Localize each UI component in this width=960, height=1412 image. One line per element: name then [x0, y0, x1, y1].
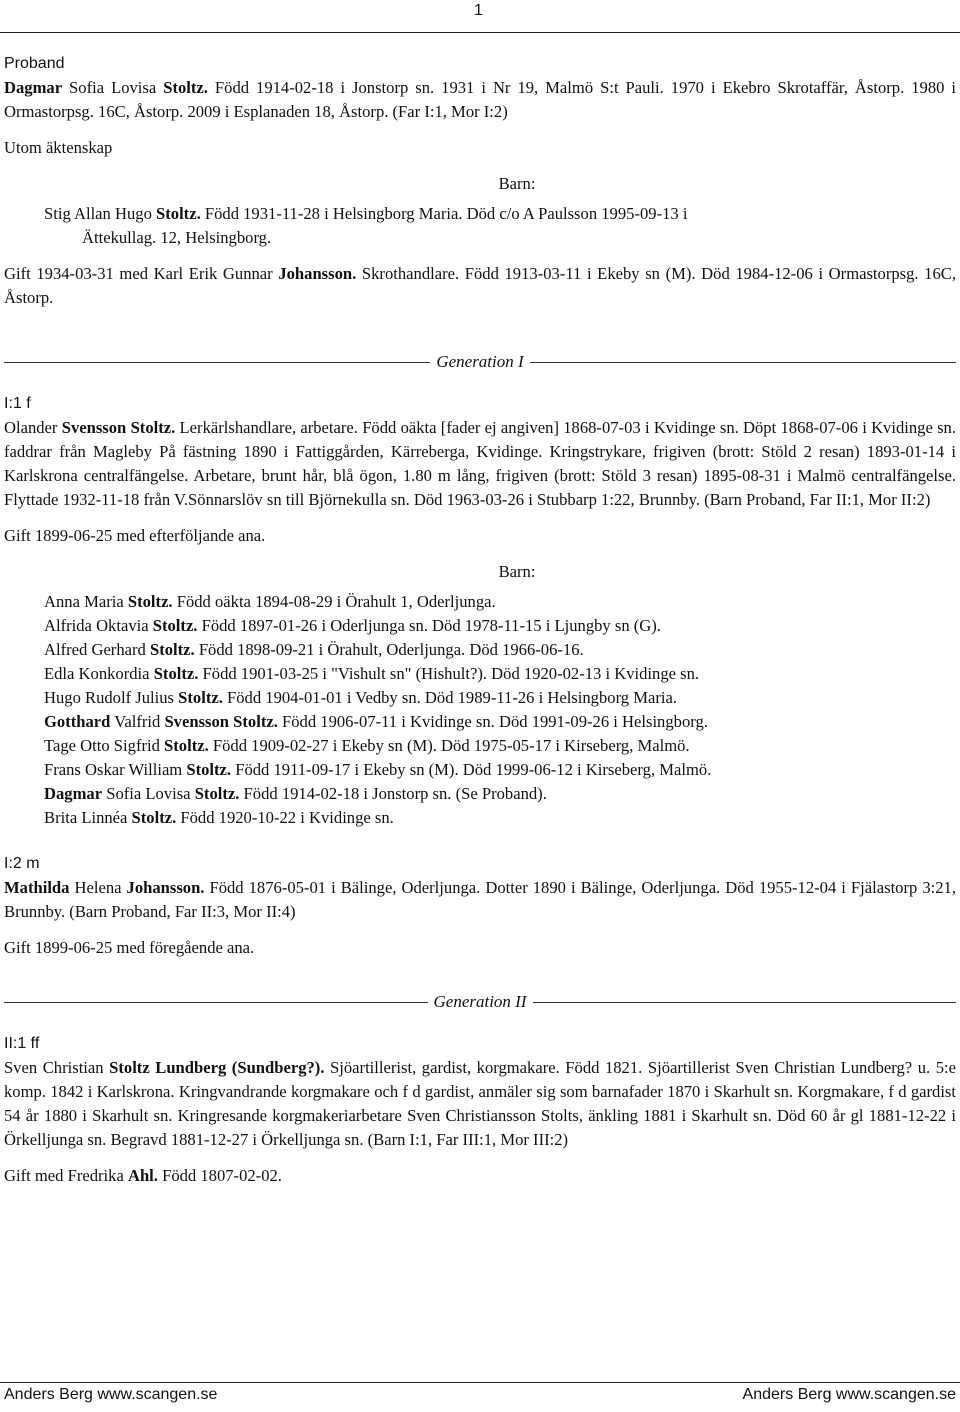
person-i1-marriage: Gift 1899-06-25 med efterföljande ana. [4, 526, 266, 545]
proband-label: Proband [4, 55, 65, 72]
person-i2-label: I:2 m [4, 855, 40, 872]
child-given: Alfred Gerhard [44, 640, 150, 659]
child-text: Född oäkta 1894-08-29 i Örahult 1, Oderljunga. [172, 592, 496, 611]
child-text: Född 1920-10-22 i Kvidinge sn. [176, 808, 394, 827]
person-i2-given-bold: Mathilda [4, 878, 70, 897]
child-given: Brita Linnéa [44, 808, 132, 827]
child-surname: Stoltz. [127, 592, 173, 611]
person-i2-entry [4, 876, 956, 924]
person-ii1-marriage [4, 1164, 956, 1188]
proband-child-surname: Stoltz. [156, 204, 201, 223]
person-i2-text: Född 1876-05-01 i Bälinge, Oderljunga. Dotter 1890 i Bälinge, Oderljunga. Död 1955-12-04 i Fjälastorp 3:21, Brunnby. (Barn Proband, Far II:3, Mor II:4) [4, 878, 956, 921]
list-item [44, 662, 956, 686]
child-given: Sofia Lovisa [102, 784, 195, 803]
child-text: Född 1906-07-11 i Kvidinge sn. Död 1991-09-26 i Helsingborg. [277, 712, 708, 731]
list-item [44, 686, 956, 710]
list-item [44, 638, 956, 662]
person-ii1-text: Sjöartillerist, gardist, korgmakare. Född 1821. Sjöartillerist Sven Christian Lundberg? u. 5:e komp. 1842 i Karlskrona. Kringvandrande korgmakare och f d gardist, anmäler sig som barnafader 1870 i Skarhult sn. Korgmakare, f d gardist 54 år 1880 i Skarhult sn. Kringresande korgmakeriarbetare Sven Christiansson Stolts, änkling 1881 i Skarhult sn. Död 60 år gl 1881-12-22 i Örkelljunga sn. Begravd 1881-12-27 i Örkelljunga sn. (Barn I:1, Far III:1, Mor III:2) [4, 1058, 956, 1149]
proband-marriage-pre: Gift 1934-03-31 med Karl Erik Gunnar [4, 264, 279, 283]
child-surname: Stoltz. [233, 712, 278, 731]
divider-line-right [530, 362, 956, 363]
proband-child-text1: Född 1931-11-28 i Helsingborg Maria. Död c/o A Paulsson 1995-09-13 i [200, 204, 688, 223]
proband-child-line1 [44, 202, 956, 226]
proband-given-bold: Dagmar [4, 78, 63, 97]
child-surname: Stoltz. [164, 736, 209, 755]
person-i1-surname2: Stoltz. [130, 418, 176, 437]
divider-line-left [4, 362, 430, 363]
list-item [44, 590, 956, 614]
marriage-surname: Ahl. [127, 1166, 158, 1185]
child-surname: Stoltz. [194, 784, 240, 803]
child-text: Född 1914-02-18 i Jonstorp sn. (Se Proband). [239, 784, 547, 803]
proband-given-rest: Sofia Lovisa [62, 78, 164, 97]
generation-2-title: Generation II [433, 992, 527, 1011]
person-i2-surname: Johansson. [126, 878, 205, 897]
person-i1-entry [4, 416, 956, 512]
child-surname: Stoltz. [178, 688, 223, 707]
list-item [44, 806, 956, 830]
child-surname: Svensson [164, 712, 230, 731]
page-number: 1 [474, 2, 483, 19]
marriage-pre: Gift med Fredrika [4, 1166, 128, 1185]
list-item [44, 710, 956, 734]
person-i1-text: Lerkärlshandlare, arbetare. Född oäkta [fader ej angiven] 1868-07-03 i Kvidinge sn. Döpt 1868-07-06 i Kvidinge sn. faddrar från Magleby På fästning 1890 i Fattiggården, Kärreberga, Kvidinge. Kringstrykare, frigiven (brott: Stöld 2 resan) 1893-01-14 i Karlskrona centralfängelse. Arbetare, brunt hår, blå ögon, 1.80 m lång, frigiven (brott: Stöld 3 resan) 1895-08-31 i Malmö centralfängelse. Flyttade 1932-11-18 från V.Sönnarslöv sn till Björnekulla sn. Död 1963-03-26 i Stubbarp 1:22, Brunnby. (Barn Proband, Far II:1, Mor II:2) [4, 418, 957, 509]
child-surname: Stoltz. [152, 616, 198, 635]
child-text: Född 1898-09-21 i Örahult, Oderljunga. Död 1966-06-16. [194, 640, 584, 659]
list-item [44, 614, 956, 638]
child-text: Född 1901-03-25 i "Vishult sn" (Hishult?). Död 1920-02-13 i Kvidinge sn. [198, 664, 700, 683]
proband-text: Född 1914-02-18 i Jonstorp sn. 1931 i Nr 19, Malmö S:t Pauli. 1970 i Ekebro Skrotaffär, Åstorp. 1980 i Ormastorpsg. 16C, Åstorp. 2009 i Esplanaden 18, Åstorp. (Far I:1, Mor I:2) [4, 78, 957, 121]
gen1-children-list [4, 590, 956, 830]
child-given: Valfrid [110, 712, 165, 731]
proband-surname: Stoltz. [163, 78, 208, 97]
proband-entry [4, 76, 956, 124]
footer-rule [0, 1382, 960, 1383]
child-given: Anna Maria [44, 592, 128, 611]
proband-children-heading: Barn: [498, 174, 536, 193]
proband-marriage-surname: Johansson. [278, 264, 357, 283]
child-given-bold: Gotthard [44, 712, 111, 731]
proband-marriage [4, 262, 956, 310]
marriage-post: Född 1807-02-02. [157, 1166, 282, 1185]
outside-marriage: Utom äktenskap [4, 138, 113, 157]
child-text: Född 1911-09-17 i Ekeby sn (M). Död 1999-06-12 i Kirseberg, Malmö. [231, 760, 712, 779]
child-surname: Stoltz. [186, 760, 232, 779]
proband-child-line2: Ättekullag. 12, Helsingborg. [82, 228, 272, 247]
child-given: Tage Otto Sigfrid [44, 736, 165, 755]
proband-marriage-post: Skrothandlare. Född 1913-03-11 i Ekeby sn (M). Död 1984-12-06 i Ormastorpsg. 16C, Åstorp. [4, 264, 956, 307]
child-text: Född 1897-01-26 i Oderljunga sn. Död 1978-11-15 i Ljungby sn (G). [197, 616, 661, 635]
child-given: Alfrida Oktavia [44, 616, 153, 635]
list-item [44, 734, 956, 758]
person-i1-surname1: Svensson [61, 418, 127, 437]
person-i2-marriage: Gift 1899-06-25 med föregående ana. [4, 938, 255, 957]
person-i1-given: Olander [4, 418, 62, 437]
list-item [44, 782, 956, 806]
footer-left: Anders Berg www.scangen.se [4, 1386, 218, 1403]
divider-line-right [533, 1002, 957, 1003]
document-body [4, 52, 956, 1188]
person-ii1-surname: Stoltz Lundberg (Sundberg?). [109, 1058, 325, 1077]
person-i1-label: I:1 f [4, 395, 31, 412]
child-given: Hugo Rudolf Julius [44, 688, 179, 707]
generation-1-title: Generation I [436, 352, 524, 371]
proband-child-given: Stig Allan Hugo [44, 204, 157, 223]
divider-line-left [4, 1002, 428, 1003]
child-surname: Stoltz. [131, 808, 177, 827]
footer-right: Anders Berg www.scangen.se [742, 1386, 956, 1403]
generation-2-divider [4, 990, 956, 1014]
child-given: Frans Oskar William [44, 760, 187, 779]
list-item [44, 758, 956, 782]
top-rule [0, 32, 960, 33]
person-ii1-entry [4, 1056, 956, 1152]
child-text: Född 1909-02-27 i Ekeby sn (M). Död 1975-05-17 i Kirseberg, Malmö. [208, 736, 690, 755]
child-given-bold: Dagmar [44, 784, 103, 803]
person-ii1-label: II:1 ff [4, 1035, 40, 1052]
generation-1-divider [4, 350, 956, 374]
child-surname: Stoltz. [153, 664, 199, 683]
child-text: Född 1904-01-01 i Vedby sn. Död 1989-11-26 i Helsingborg Maria. [222, 688, 678, 707]
gen1-children-heading: Barn: [498, 562, 536, 581]
person-i2-given-rest: Helena [69, 878, 127, 897]
child-surname: Stoltz. [149, 640, 195, 659]
person-ii1-given: Sven Christian [4, 1058, 110, 1077]
child-given: Edla Konkordia [44, 664, 154, 683]
